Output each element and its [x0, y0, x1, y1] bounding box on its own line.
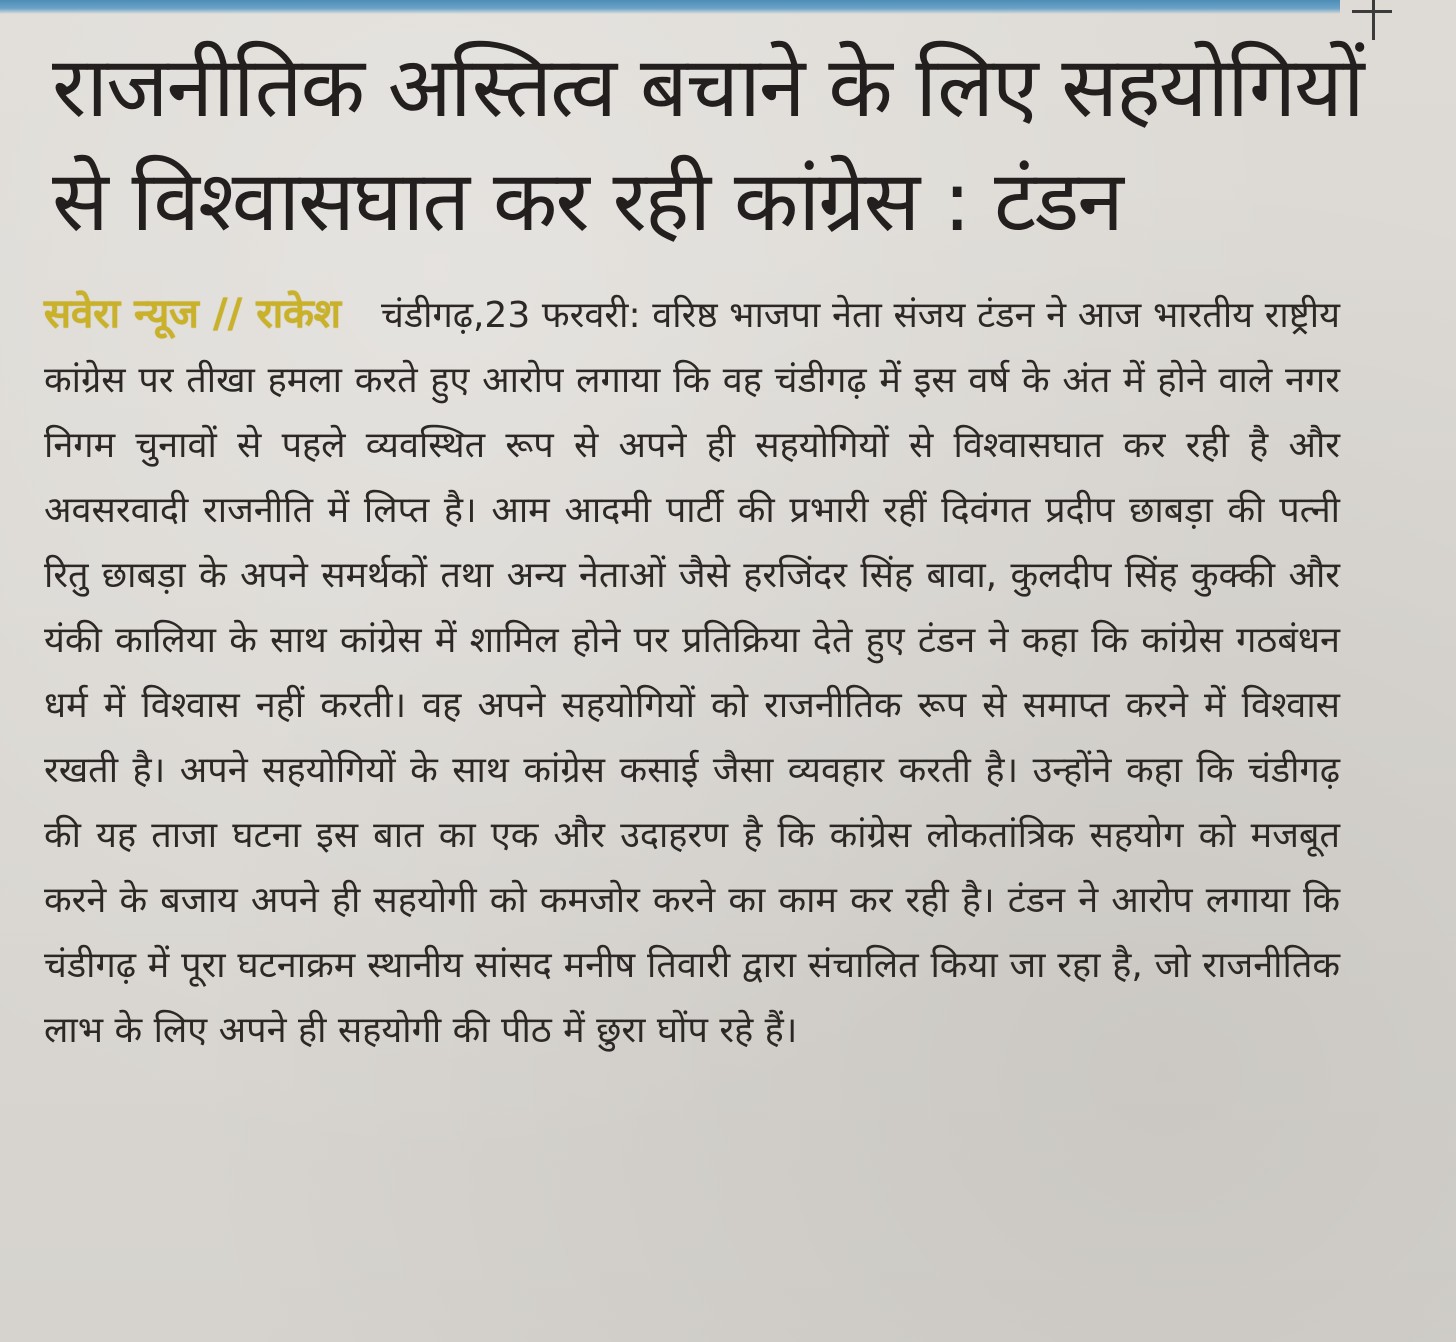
headline-line-1: राजनीतिक अस्तित्व बचाने के लिए सहयोगियों — [52, 38, 1363, 136]
article-text: वरिष्ठ भाजपा नेता संजय टंडन ने आज भारतीय राष्ट्रीय कांग्रेस पर तीखा हमला करते हुए आरोप लगाया कि वह चंडीगढ़ में इस वर्ष के अंत में होने वाले नगर निगम चुनावों से पहले व्यवस्थित रूप से अपने ही सहयोगियों से विश्वासघात कर रही है और अवसरवादी राजनीति में लिप्त है। आम आदमी पार्टी की प्रभारी रहीं दिवंगत प्रदीप छाबड़ा की पत्नी रितु छाबड़ा के अपने समर्थकों तथा अन्य नेताओं जैसे हरजिंदर सिंह बावा, कुलदीप सिंह कुक्की और यंकी कालिया के साथ कांग्रेस में शामिल होने पर प्रतिक्रिया देते हुए टंडन ने कहा कि कांग्रेस गठबंधन धर्म में विश्वास नहीं करती। वह अपने सहयोगियों को राजनीतिक रूप से समाप्त करने में विश्वास रखती है। अपने सहयोगियों के साथ कांग्रेस कसाई जैसा व्यवहार करती है। उन्होंने कहा कि चंडीगढ़ की यह ताजा घटना इस बात का एक और उदाहरण है कि कांग्रेस लोकतांत्रिक सहयोग को मजबूत करने के बजाय अपने ही सहयोगी को कमजोर करने का काम कर रही है। टंडन ने आरोप लगाया कि चंडीगढ़ में पूरा घटनाक्रम स्थानीय सांसद मनीष तिवारी द्वारा संचालित किया जा रहा है, जो राजनीतिक लाभ के लिए अपने ही सहयोगी की पीठ में छुरा घोंप रहे हैं। — [44, 295, 1340, 1051]
dateline: चंडीगढ़,23 फरवरी: — [381, 295, 641, 336]
byline: सवेरा न्यूज // राकेश — [44, 291, 341, 337]
headline — [52, 30, 1392, 258]
article-body — [44, 282, 1340, 1063]
crop-mark-horizontal — [1352, 10, 1392, 13]
headline-line-2: से विश्वासघात कर रही कांग्रेस : टंडन — [52, 152, 1122, 250]
top-rule — [0, 0, 1340, 14]
